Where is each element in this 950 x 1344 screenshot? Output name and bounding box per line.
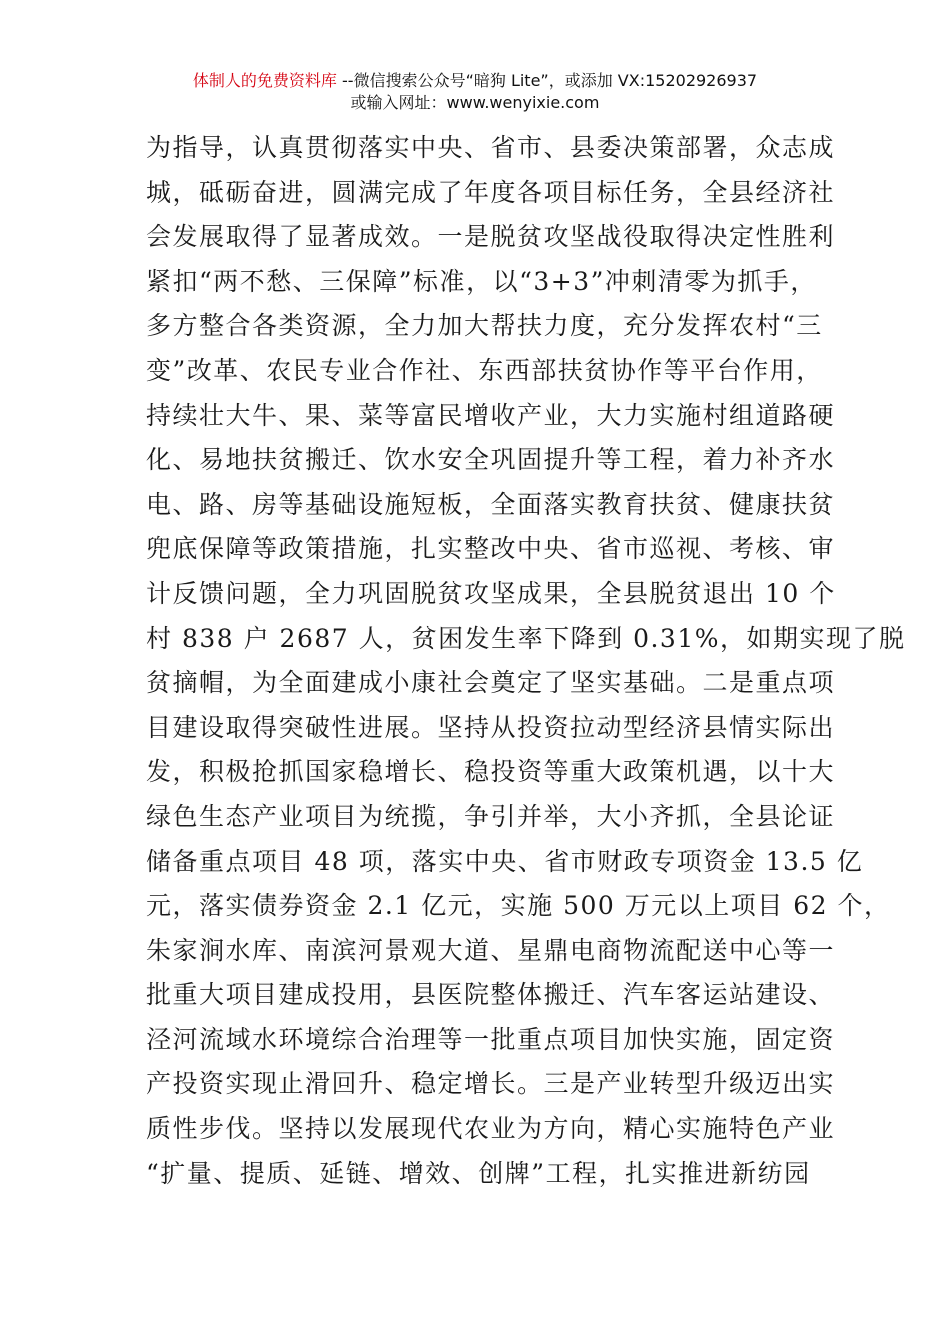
body-line: 电、路、房等基础设施短板，全面落实教育扶贫、健康扶贫 xyxy=(146,489,836,519)
body-line: 会发展取得了显著成效。一是脱贫攻坚战役取得决定性胜利 xyxy=(146,222,836,252)
body-line: 紧扣“两不愁、三保障”标准，以“3+3”冲刺清零为抓手， xyxy=(146,266,817,296)
body-line: 质性步伐。坚持以发展现代农业为方向，精心实施特色产业 xyxy=(146,1114,836,1144)
body-line: 化、易地扶贫搬迁、饮水安全巩固提升等工程，着力补齐水 xyxy=(146,445,836,475)
body-line: 发，积极抢抓国家稳增长、稳投资等重大政策机遇，以十大 xyxy=(146,757,836,787)
page-header xyxy=(0,70,950,114)
body-line: 城，砥砺奋进，圆满完成了年度各项目标任务，全县经济社 xyxy=(146,177,836,207)
header-line-1 xyxy=(0,70,950,92)
body-line: 批重大项目建成投用，县医院整体搬迁、汽车客运站建设、 xyxy=(146,980,836,1010)
body-line: 元，落实债券资金 2.1 亿元，实施 500 万元以上项目 62 个， xyxy=(146,891,891,921)
header-brand: 体制人的免费资料库 xyxy=(192,71,337,90)
body-line: 为指导，认真贯彻落实中央、省市、县委决策部署，众志成 xyxy=(146,133,836,162)
body-line: 计反馈问题，全力巩固脱贫攻坚成果，全县脱贫退出 10 个 xyxy=(146,578,836,608)
body-line: 兜底保障等政策措施，扎实整改中央、省市巡视、考核、审 xyxy=(146,534,836,564)
body-line: 泾河流域水环境综合治理等一批重点项目加快实施，固定资 xyxy=(146,1024,836,1054)
body-line: 多方整合各类资源，全力加大帮扶力度，充分发挥农村“三 xyxy=(146,311,823,341)
body-line: 目建设取得突破性进展。坚持从投资拉动型经济县情实际出 xyxy=(146,712,836,742)
body-line: 贫摘帽，为全面建成小康社会奠定了坚实基础。二是重点项 xyxy=(146,668,836,698)
body-line: 产投资实现止滑回升、稳定增长。三是产业转型升级迈出实 xyxy=(146,1069,836,1099)
body-line: 持续壮大牛、果、菜等富民增收产业，大力实施村组道路硬 xyxy=(146,400,836,430)
body-line: 变”改革、农民专业合作社、东西部扶贫协作等平台作用， xyxy=(146,355,823,385)
body-line: “扩量、提质、延链、增效、创牌”工程，扎实推进新纺园 xyxy=(146,1158,811,1188)
header-line-2: 或输入网址：www.wenyixie.com xyxy=(350,93,600,112)
body-line: 储备重点项目 48 项，落实中央、省市财政专项资金 13.5 亿 xyxy=(146,846,864,876)
body-line: 村 838 户 2687 人，贫困发生率下降到 0.31%，如期实现了脱 xyxy=(146,623,906,653)
body-line: 朱家涧水库、南滨河景观大道、星鼎电商物流配送中心等一 xyxy=(146,935,836,965)
document-body xyxy=(146,126,906,1196)
body-line: 绿色生态产业项目为统揽，争引并举，大小齐抓，全县论证 xyxy=(146,801,836,831)
header-promo-text: --微信搜索公众号“暗狗 Lite”，或添加 VX:15202926937 xyxy=(336,71,758,90)
